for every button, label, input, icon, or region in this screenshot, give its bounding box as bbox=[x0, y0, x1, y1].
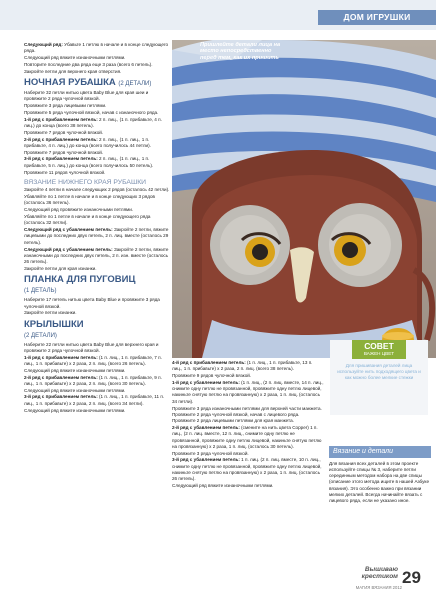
wings-cont-row-text: Провяжите 9 рядов чулочной вязкой. bbox=[172, 373, 252, 379]
side-note-title: Вязание и детали bbox=[329, 446, 431, 458]
wings-cont-paragraph bbox=[172, 380, 324, 405]
intro-paragraph bbox=[24, 55, 170, 61]
intro-row-text: Убавьте 1 петлю в начале и в конце следующего ряда. bbox=[24, 42, 169, 54]
nightshirt-row-text: 2 п. лиц., (1 п. лиц., 1 п. прибавьте, 4 п. лиц.) до конца (всего получилось 44 петли). bbox=[24, 136, 151, 148]
wings-cont-paragraph bbox=[172, 373, 324, 379]
wings-title: КРЫЛЫШКИ bbox=[24, 318, 84, 330]
nightshirt-row-label: 2-й ряд с прибавлением петель: bbox=[24, 136, 98, 142]
wings-cont-paragraph bbox=[172, 406, 324, 425]
nightshirt-row-text: Провяжите 5 ряда чулочной вязкой, начав с изнаночного ряда. bbox=[24, 109, 159, 115]
hem-row-label: Следующий ряд с убавлением петель: bbox=[24, 227, 113, 233]
intro-row-text: Закройте петли для верхнего края отверстия. bbox=[24, 68, 122, 74]
nightshirt-row-text: Провяжите 3 ряда лицевыми петлями. bbox=[24, 103, 107, 109]
intro-paragraph bbox=[24, 42, 170, 55]
wings-paragraph bbox=[24, 355, 170, 368]
owl-illustration bbox=[172, 40, 436, 358]
left-column bbox=[24, 42, 170, 414]
wings-cont-row-text: Провяжите 3 ряда изнаночными петлями для верхней части манжета. Провяжите 2 ряда чулочной вязкой, начав с лицевого ряда. Провяжите 2 ряда лицевыми петлями для края манжета. bbox=[172, 405, 322, 424]
intro-paragraph bbox=[24, 69, 170, 75]
page-number: 29 bbox=[402, 568, 421, 587]
nightshirt-paragraph bbox=[24, 130, 170, 136]
wings-paragraph bbox=[24, 368, 170, 374]
hem-row-text: Закройте 4 петли в начале следующих 2 рядов (осталось 42 петли). bbox=[24, 187, 170, 193]
wings-row-text: (1 п. лиц., 1 п. прибавьте, 11 п. лиц., 1 п. прибавьте) х 2 раза, 2 п. лиц. (всего 34 петли). bbox=[24, 394, 165, 406]
intro-row-label: Следующий ряд: bbox=[24, 42, 63, 47]
wings-cont-row-text: (1 п. лиц., (2 п. лиц. вместе, 14 п. лиц., снимите одну петлю не провязанной, провяжите одну петлю лицевой, накиньте снятую петлю на провязанную) х 2 раза, 1 п. лиц. (осталось 34 петли). bbox=[172, 379, 324, 404]
wings-instructions bbox=[24, 342, 170, 414]
nightshirt-paragraph bbox=[24, 117, 170, 130]
nightshirt-row-text: Наберите 32 петли нитью цвета Baby Blue для края шеи и провяжите 2 ряда чулочной вязкой. bbox=[24, 89, 149, 102]
hem-row-text: Закройте петли для края изнанки. bbox=[24, 265, 97, 271]
wings-cont-row-text: (смените на нить цвета Copper) 1 п. лиц., (2 п. лиц. вместе, 12 п. лиц., снимите одну петлю не провязанной, провяжите одну петлю лицевой, накиньте снятую петлю на провязанную) х 2 раза, 1 п. лиц. (осталось 30 петель). bbox=[172, 424, 322, 449]
side-note bbox=[329, 446, 431, 505]
hem-instructions bbox=[24, 187, 170, 272]
intro-paragraph bbox=[24, 62, 170, 68]
wings-row-text: (1 п. лиц., 1 п. прибавьте, 9 п. лиц., 1 п. прибавьте) х 2 раза, 2 п. лиц. (всего 30 петель). bbox=[24, 374, 162, 386]
wings-cont-paragraph bbox=[172, 457, 324, 482]
intro-row-text: Повторите последние два ряда еще 3 раза (всего 6 петель). bbox=[24, 61, 153, 67]
wings-count: (2 ДЕТАЛИ) bbox=[24, 332, 57, 339]
nightshirt-row-text: 2 п. лиц., (1 п. прибавьте, 4 п. лиц.) до конца (всего 38 петель). bbox=[24, 116, 162, 128]
wings-cont-paragraph bbox=[172, 451, 324, 457]
middle-column bbox=[172, 360, 324, 490]
intro-block bbox=[24, 42, 170, 75]
wings-cont-paragraph bbox=[172, 360, 324, 373]
side-note-text: Для вязания всех деталей в этом проекте используйте спицы № 3, наберите петли серединным методом набора на две спицы (описание этого метода ищите в нашей Азбуке вязания). Это особенно важно при вязании мелких деталей. Всегда начинайте вязать с лицевого ряда, если не указано иное. bbox=[329, 460, 430, 504]
nightshirt-row-text: Провяжите 7 рядов чулочной вязкой. bbox=[24, 129, 104, 135]
nightshirt-paragraph bbox=[24, 170, 170, 176]
hem-row-text: Убавляйте по 1 петле в начале и в конце следующих 3 рядов (осталось 36 петель). bbox=[24, 194, 155, 206]
nightshirt-paragraph bbox=[24, 103, 170, 109]
nightshirt-paragraph bbox=[24, 150, 170, 156]
wings-paragraph bbox=[24, 408, 170, 414]
intro-row-text: Следующий ряд вяжите изнаночными петлями. bbox=[24, 55, 126, 61]
nightshirt-row-text: Провяжите 7 рядов чулочной вязкой. bbox=[24, 149, 104, 155]
wings-continued-instructions bbox=[172, 360, 324, 489]
hem-row-text: Закройте 2 петли, вяжите лицевыми до последних двух петель, 2 п. лиц. вместе (осталось 29 петель). bbox=[24, 227, 169, 245]
wings-row-label: 2-й ряд с прибавлением петель: bbox=[24, 374, 98, 380]
nightshirt-row-label: 1-й ряд с прибавлением петель: bbox=[24, 116, 98, 122]
nightshirt-row-text: 2 п. лиц., (1 п. лиц., 1 п. прибавьте, 5 п. лиц.) до конца (всего получилось 50 петель). bbox=[24, 156, 154, 168]
wings-cont-paragraph bbox=[172, 483, 324, 489]
nightshirt-paragraph bbox=[24, 90, 170, 103]
wings-row-label: 3-й ряд с прибавлением петель: bbox=[24, 394, 98, 400]
wings-row-text: (1 п. лиц., 1 п. прибавьте, 7 п. лиц., 1 п. прибавьте) х 2 раза, 2 п. лиц. (всего 26 петель). bbox=[24, 354, 162, 366]
nightshirt-paragraph bbox=[24, 137, 170, 150]
nightshirt-title: НОЧНАЯ РУБАШКА bbox=[24, 76, 116, 88]
button-band-heading bbox=[24, 275, 170, 296]
button-band-paragraph bbox=[24, 310, 170, 316]
wings-row-text: Следующий ряд вяжите изнаночными петлями. bbox=[24, 367, 126, 373]
owl-toy-photo bbox=[172, 40, 436, 358]
wings-cont-paragraph bbox=[172, 425, 324, 450]
wings-cont-row-label: 3-й ряд с убавлением петель: bbox=[172, 457, 240, 463]
nightshirt-instructions bbox=[24, 90, 170, 176]
hem-heading: ВЯЗАНИЕ НИЖНЕГО КРАЯ РУБАШКИ bbox=[24, 178, 147, 186]
hem-paragraph bbox=[24, 227, 170, 246]
magazine-logo: Вышиваю крестиком bbox=[361, 566, 398, 580]
hem-row-text: Убавляйте по 1 петле в начале и в конце следующего ряда (осталось 32 петли). bbox=[24, 214, 151, 226]
advice-title: СОВЕТ bbox=[364, 341, 394, 351]
wings-cont-row-label: 2-й ряд с убавлением петель: bbox=[172, 424, 240, 430]
nightshirt-row-text: Провяжите 11 рядов чулочной вязкой. bbox=[24, 169, 106, 175]
button-band-row-text: Закройте петли изнанки. bbox=[24, 310, 77, 316]
nightshirt-heading bbox=[24, 78, 170, 89]
wings-cont-row-text: Следующий ряд вяжите изнаночными петлями. bbox=[172, 483, 274, 489]
advice-text: Для пришивания деталей лица используйте нить подходящего цвета и как можно более мелкие стежки bbox=[337, 363, 421, 381]
wings-row-text: Следующий ряд вяжите изнаночными петлями. bbox=[24, 407, 126, 413]
advice-subtitle: ВАЖЕН ЦВЕТ bbox=[363, 351, 395, 356]
wings-paragraph bbox=[24, 394, 170, 407]
hem-paragraph bbox=[24, 266, 170, 272]
issue-label: МАГИЯ ВЯЗАНИЯ 2012 bbox=[355, 585, 402, 590]
hem-row-text: Закройте 2 петли, вяжите изнаночными до последних двух петель, 2 п. изн. вместе (осталось 26 петель). bbox=[24, 246, 169, 265]
wings-row-label: 1-й ряд с прибавлением петель: bbox=[24, 354, 98, 360]
advice-box bbox=[330, 340, 428, 415]
nightshirt-paragraph bbox=[24, 156, 170, 169]
hem-row-text: Следующий ряд провяжите изнаночными петлями. bbox=[24, 207, 134, 213]
wings-paragraph bbox=[24, 375, 170, 388]
hem-paragraph bbox=[24, 187, 170, 193]
button-band-paragraph bbox=[24, 297, 170, 310]
nightshirt-row-label: 3-й ряд с прибавлением петель: bbox=[24, 156, 98, 162]
hem-paragraph bbox=[24, 247, 170, 266]
nightshirt-count: (2 ДЕТАЛИ) bbox=[118, 80, 152, 87]
hem-paragraph bbox=[24, 214, 170, 227]
wings-cont-row-text: Провяжите 3 ряда чулочной вязкой. bbox=[172, 450, 249, 456]
hem-paragraph bbox=[24, 207, 170, 213]
wings-paragraph bbox=[24, 342, 170, 355]
nightshirt-paragraph bbox=[24, 110, 170, 116]
hem-paragraph bbox=[24, 194, 170, 207]
button-band-row-text: Наберите 17 петель нитью цвета Baby Blue и провяжите 3 ряда чулочной вязкой. bbox=[24, 297, 160, 309]
wings-row-text: Следующий ряд вяжите изнаночными петлями. bbox=[24, 387, 126, 393]
wings-cont-row-text: 1 п. лиц. (2 п. лиц. вместе, 10 п. лиц., снимите одну петлю не провязанной, провяжите одну петлю лицевой, накиньте снятую петлю на провязанную) х 2 раза, 1 п. лиц. (осталось 26 петель). bbox=[172, 457, 322, 482]
wings-cont-row-text: (1 п. лиц., 1 п. прибавьте, 13 п. лиц., 1 п. прибавьте) х 2 раза, 2 п. лиц. (всего 38 петель). bbox=[172, 360, 313, 372]
wings-heading bbox=[24, 320, 170, 341]
button-band-count: (1 ДЕТАЛЬ) bbox=[24, 288, 57, 295]
advice-header bbox=[352, 340, 406, 359]
wings-cont-row-label: 4-й ряд с прибавлением петель: bbox=[172, 360, 246, 365]
button-band-title: ПЛАНКА ДЛЯ ПУГОВИЦ bbox=[24, 274, 136, 286]
wings-cont-row-label: 1-й ряд с убавлением петель: bbox=[172, 379, 240, 385]
hem-row-label: Следующий ряд с убавлением петель: bbox=[24, 246, 113, 252]
wings-row-text: Наберите 22 петли нитью цвета Baby Blue для верхнего края и провяжите 2 ряда чулочной вязкой. bbox=[24, 341, 159, 353]
photo-caption: Пришлейте детали лица на место непосредственно перед тем, как их пришить bbox=[200, 42, 281, 61]
section-tag: ДОМ ИГРУШКИ bbox=[318, 10, 436, 25]
button-band-instructions bbox=[24, 297, 170, 316]
